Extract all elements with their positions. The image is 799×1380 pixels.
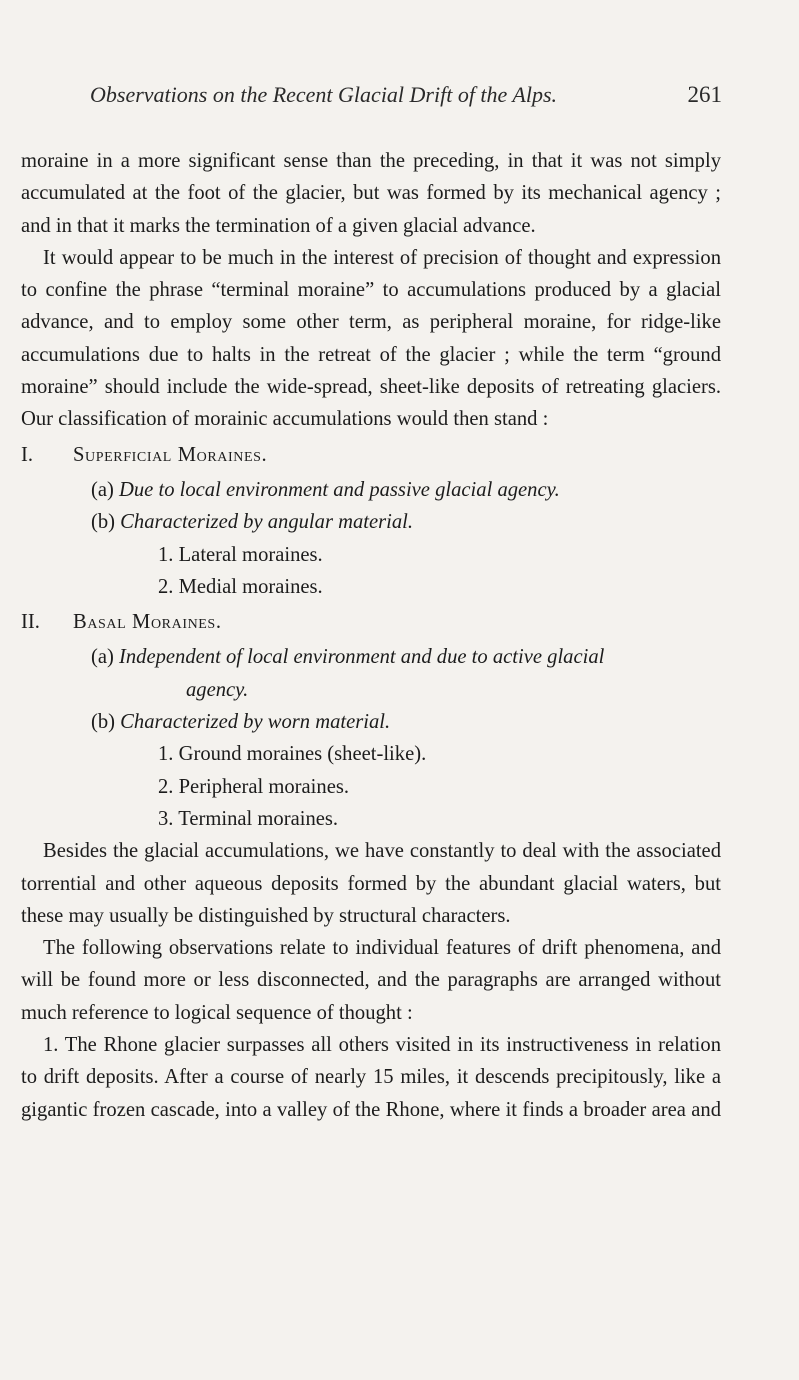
subitem-a-continued: agency. <box>186 678 249 701</box>
heading-basal-moraines <box>21 606 721 638</box>
paragraph-3: Besides the glacial accumulations, we have constantly to deal with the associated torrential and other aqueous deposits formed by the abundant glacial waters, but these may usually be distinguished by structural characters. <box>21 840 721 927</box>
running-title: Observations on the Recent Glacial Drift of the Alps. <box>90 82 558 107</box>
subitem-b: (b) Characterized by angular material. <box>91 511 414 534</box>
subitem-a: (a) Due to local environment and passive glacial agency. <box>91 478 560 501</box>
list-item: 2. Peripheral moraines. <box>158 775 350 798</box>
list-item: 3. Terminal moraines. <box>158 807 339 830</box>
subitem-b: (b) Characterized by worn material. <box>91 711 391 734</box>
list-item: 2. Medial moraines. <box>158 575 323 598</box>
subitem-a: (a) Independent of local environment and due to active glacial <box>91 646 605 669</box>
running-header <box>90 82 722 116</box>
section-numeral: II. <box>21 611 40 634</box>
page-number: 261 <box>687 82 722 107</box>
paragraph-2: It would appear to be much in the interest of precision of thought and expression to confine the phrase “terminal moraine” to accumulations produced by a glacial advance, and to employ some other term, as peripheral moraine, for ridge-like accumulations due to halts in the retreat of the glacier ; while the term “ground moraine” should include the wide-spread, sheet-like deposits of retreating glaciers. Our classification of morainic accumulations would then stand : <box>21 246 721 431</box>
paragraph-4: The following observations relate to individual features of drift phenomena, and will be found more or less disconnected, and the paragraphs are arranged without much reference to logical sequence of thought : <box>21 937 721 1024</box>
section-title: Superficial Moraines. <box>73 443 268 466</box>
section-numeral: I. <box>21 443 34 466</box>
page-body <box>21 145 721 1126</box>
heading-superficial-moraines <box>21 439 721 471</box>
list-item: 1. Lateral moraines. <box>158 543 323 566</box>
paragraph-1: moraine in a more significant sense than the preceding, in that it was not simply accumulated at the foot of the glacier, but was formed by its mechanical agency ; and in that it marks the termination of a given glacial advance. <box>21 150 721 237</box>
list-item: 1. Ground moraines (sheet-like). <box>158 743 427 766</box>
section-title: Basal Moraines. <box>73 611 222 634</box>
paragraph-5: 1. The Rhone glacier surpasses all others visited in its instructiveness in relation to drift deposits. After a course of nearly 15 miles, it descends precipitously, like a gigantic frozen cascade, into a valley of the Rhone, where it finds a broader area and <box>21 1034 721 1121</box>
